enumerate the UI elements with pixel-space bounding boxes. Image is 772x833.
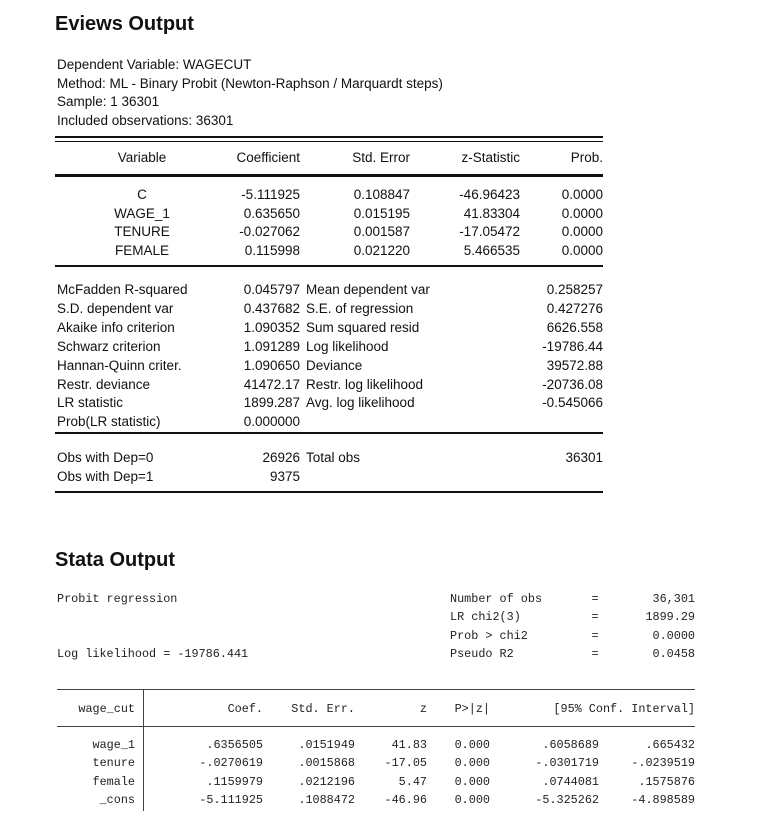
rule [55, 141, 603, 142]
rule [55, 491, 603, 493]
stata-title: Stata Output [55, 549, 175, 571]
stat-cell: 39572.88 [546, 357, 603, 373]
table-cell: -17.05 [384, 756, 427, 771]
header-stat-cell: Prob > chi2 [450, 628, 528, 643]
info-line: Dependent Variable: WAGECUT [57, 57, 252, 72]
stat-cell: Deviance [306, 357, 363, 373]
table-cell: -5.325262 [535, 792, 599, 807]
info-line: Included observations: 36301 [57, 113, 234, 129]
column-header: P>|z| [454, 702, 490, 716]
stat-cell: 0.258257 [546, 282, 603, 297]
table-cell: _cons [99, 792, 135, 807]
header-stat-cell: = [591, 646, 599, 661]
stat-cell: Prob(LR statistic) [57, 414, 161, 430]
stat-cell: 0.000000 [243, 414, 300, 430]
info-line: Sample: 1 36301 [57, 94, 160, 110]
table-cell: 0.115998 [244, 242, 300, 258]
table-cell: .0744081 [542, 774, 599, 789]
header-stat-cell: = [591, 592, 599, 606]
column-header: Std. Error [352, 150, 410, 165]
stat-cell: 1.090650 [243, 357, 300, 373]
stat-cell: -0.545066 [542, 395, 603, 411]
table-cell: 0.108847 [353, 187, 410, 202]
table-cell: FEMALE [114, 242, 169, 258]
table-cell: 0.0000 [561, 187, 603, 202]
info-line: Method: ML - Binary Probit (Newton-Raphson / Marquardt steps) [57, 75, 443, 91]
header-stat-cell: 36,301 [652, 592, 695, 606]
table-cell: .1159979 [206, 774, 263, 789]
stat-cell: LR statistic [57, 395, 124, 411]
rule [55, 265, 603, 267]
table-cell: -.0239519 [631, 756, 695, 771]
table-cell: .6058689 [542, 738, 599, 752]
table-cell: .6356505 [206, 738, 263, 752]
table-cell: -4.898589 [631, 792, 695, 807]
stat-cell: Avg. log likelihood [306, 395, 415, 411]
obs-cell: Obs with Dep=1 [57, 468, 154, 484]
rule [57, 726, 695, 727]
log-likelihood: Log likelihood = -19786.441 [57, 647, 249, 661]
table-cell: .1088472 [298, 792, 355, 807]
header-stat-cell: 0.0000 [652, 628, 695, 643]
table-cell: 0.000 [454, 756, 490, 771]
rule [55, 136, 603, 138]
stat-cell: Log likelihood [306, 338, 389, 354]
table-cell: -5.111925 [199, 792, 263, 807]
table-cell: -46.96423 [459, 187, 520, 202]
table-cell: tenure [92, 756, 135, 771]
table-cell: 0.0000 [561, 205, 603, 221]
table-cell: 0.0000 [561, 242, 603, 258]
table-cell: 0.635650 [243, 205, 300, 221]
header-stat-cell: LR chi2(3) [450, 610, 521, 625]
column-header: wage_cut [78, 702, 135, 716]
stat-cell: McFadden R-squared [57, 282, 188, 297]
column-header: Prob. [570, 150, 603, 165]
column-header: z-Statistic [461, 150, 520, 165]
table-cell: 0.0000 [561, 224, 603, 239]
stat-cell: 0.437682 [243, 300, 300, 316]
table-cell: 0.021220 [353, 242, 410, 258]
table-cell: 0.000 [454, 792, 490, 807]
model-name: Probit regression [57, 592, 178, 606]
table-cell: -.0270619 [199, 756, 263, 771]
stat-cell: 1.090352 [243, 319, 300, 335]
obs-cell: Total obs [306, 450, 361, 465]
table-cell: 41.83304 [463, 205, 520, 221]
column-header: z [419, 702, 427, 716]
stat-cell: Akaike info criterion [57, 319, 175, 335]
table-cell: 5.466535 [463, 242, 520, 258]
column-header: Coef. [227, 702, 263, 716]
stat-cell: 0.045797 [243, 282, 300, 297]
table-cell: C [137, 187, 147, 202]
stat-cell: Restr. deviance [57, 376, 151, 392]
table-cell: 5.47 [398, 774, 427, 789]
table-cell: wage_1 [92, 738, 135, 752]
table-cell: -0.027062 [239, 224, 300, 239]
table-cell: -17.05472 [459, 224, 520, 239]
column-header: Variable [117, 150, 167, 165]
stat-cell: Mean dependent var [306, 282, 430, 297]
table-cell: .665432 [645, 738, 695, 752]
eviews-title: Eviews Output [55, 13, 194, 35]
column-divider [143, 689, 144, 811]
stat-cell: Schwarz criterion [57, 338, 161, 354]
stat-cell: 0.427276 [546, 300, 603, 316]
table-cell: 0.015195 [353, 205, 410, 221]
stat-cell: -19786.44 [542, 338, 603, 354]
table-cell: -5.111925 [241, 187, 300, 202]
header-stat-cell: 0.0458 [652, 646, 695, 661]
table-cell: 0.000 [454, 738, 490, 752]
stat-cell: Restr. log likelihood [306, 376, 424, 392]
table-cell: 41.83 [391, 738, 427, 752]
rule [55, 432, 603, 434]
table-cell: -.0301719 [535, 756, 599, 771]
stat-cell: Hannan-Quinn criter. [57, 357, 182, 373]
obs-cell: 26926 [262, 450, 300, 465]
header-stat-cell: = [591, 610, 599, 625]
header-stat-cell: Pseudo R2 [450, 646, 514, 661]
obs-cell: 9375 [269, 468, 300, 484]
stat-cell: S.E. of regression [306, 300, 414, 316]
table-cell: .1575876 [638, 774, 695, 789]
column-header: [95% Conf. Interval] [553, 702, 695, 716]
stat-cell: S.D. dependent var [57, 300, 174, 316]
table-cell: .0212196 [298, 774, 355, 789]
column-header: Coefficient [236, 150, 300, 165]
obs-cell: 36301 [565, 450, 603, 465]
obs-cell: Obs with Dep=0 [57, 450, 154, 465]
stat-cell: 1.091289 [243, 338, 300, 354]
table-cell: 0.001587 [353, 224, 410, 239]
header-stat-cell: = [591, 628, 599, 643]
stat-cell: Sum squared resid [306, 319, 420, 335]
header-stat-cell: Number of obs [450, 592, 543, 606]
table-cell: -46.96 [384, 792, 427, 807]
table-cell: 0.000 [454, 774, 490, 789]
table-cell: .0151949 [298, 738, 355, 752]
column-header: Std. Err. [291, 702, 355, 716]
rule [55, 174, 603, 177]
table-cell: .0015868 [298, 756, 355, 771]
stat-cell: 6626.558 [546, 319, 603, 335]
stat-cell: -20736.08 [542, 376, 603, 392]
table-cell: female [92, 774, 135, 789]
rule [57, 689, 695, 690]
table-cell: WAGE_1 [114, 205, 170, 221]
header-stat-cell: 1899.29 [645, 610, 695, 625]
stat-cell: 41472.17 [243, 376, 300, 392]
table-cell: TENURE [114, 224, 170, 239]
stat-cell: 1899.287 [243, 395, 300, 411]
